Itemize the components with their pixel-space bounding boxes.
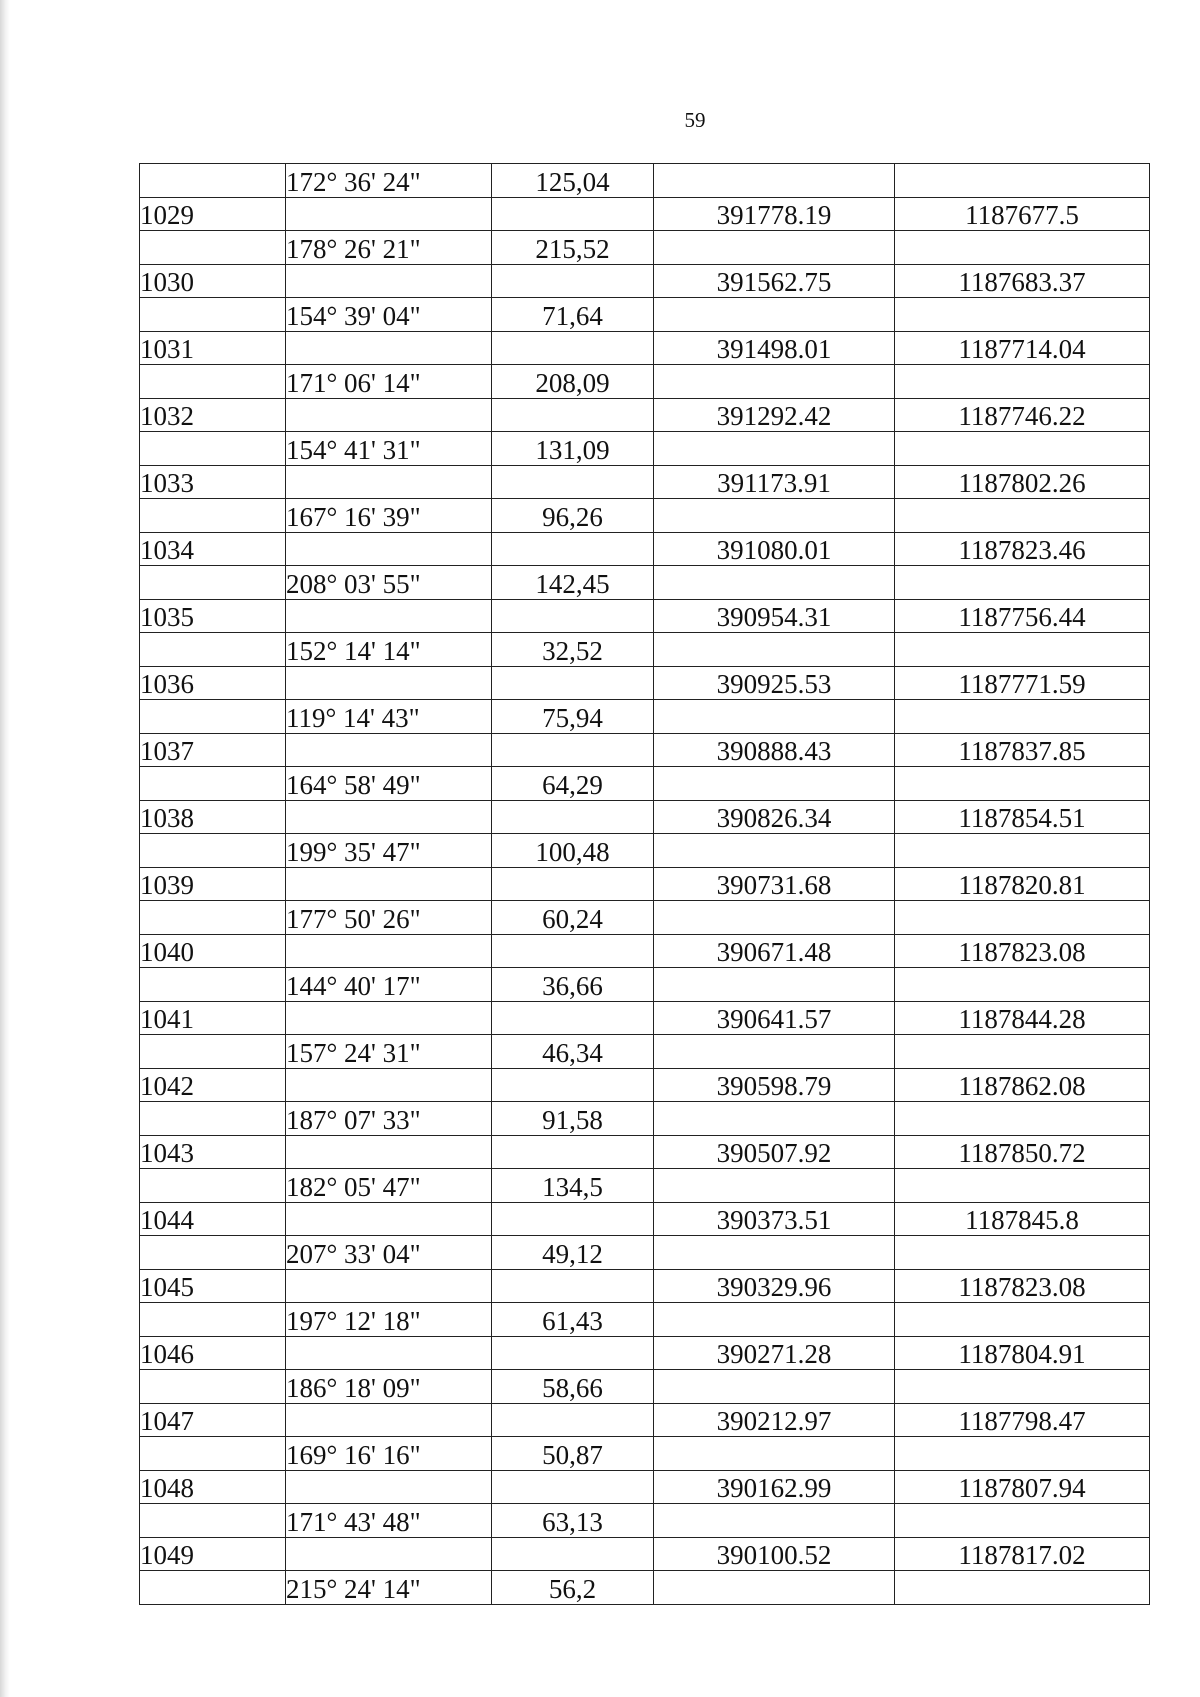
table-row [140, 1068, 1150, 1102]
distance-cell [492, 398, 654, 432]
point-number-cell: 1047 [140, 1403, 286, 1437]
table-row [140, 164, 1150, 198]
point-number-cell [140, 834, 286, 868]
point-number-cell: 1034 [140, 532, 286, 566]
bearing-cell [286, 331, 492, 365]
x-coordinate-cell: 390641.57 [654, 1001, 895, 1035]
table-row [140, 331, 1150, 365]
distance-cell [492, 1470, 654, 1504]
y-coordinate-cell: 1187807.94 [895, 1470, 1150, 1504]
bearing-cell: 187° 07' 33" [286, 1102, 492, 1136]
x-coordinate-cell [654, 231, 895, 265]
distance-cell: 96,26 [492, 499, 654, 533]
y-coordinate-cell: 1187823.46 [895, 532, 1150, 566]
bearing-cell: 171° 43' 48" [286, 1504, 492, 1538]
distance-cell: 32,52 [492, 633, 654, 667]
distance-cell [492, 465, 654, 499]
y-coordinate-cell: 1187850.72 [895, 1135, 1150, 1169]
point-number-cell [140, 1571, 286, 1605]
point-number-cell: 1029 [140, 197, 286, 231]
table-row [140, 197, 1150, 231]
distance-cell: 63,13 [492, 1504, 654, 1538]
y-coordinate-cell: 1187823.08 [895, 1269, 1150, 1303]
point-number-cell [140, 566, 286, 600]
x-coordinate-cell [654, 1370, 895, 1404]
point-number-cell: 1040 [140, 934, 286, 968]
point-number-cell [140, 365, 286, 399]
point-number-cell [140, 700, 286, 734]
table-row [140, 700, 1150, 734]
table-row [140, 1169, 1150, 1203]
point-number-cell: 1049 [140, 1537, 286, 1571]
distance-cell: 61,43 [492, 1303, 654, 1337]
x-coordinate-cell: 390954.31 [654, 599, 895, 633]
point-number-cell: 1041 [140, 1001, 286, 1035]
x-coordinate-cell: 390671.48 [654, 934, 895, 968]
x-coordinate-cell [654, 767, 895, 801]
point-number-cell [140, 1169, 286, 1203]
distance-cell: 46,34 [492, 1035, 654, 1069]
bearing-cell [286, 1537, 492, 1571]
x-coordinate-cell: 390925.53 [654, 666, 895, 700]
distance-cell [492, 1068, 654, 1102]
distance-cell: 208,09 [492, 365, 654, 399]
y-coordinate-cell [895, 1504, 1150, 1538]
distance-cell: 71,64 [492, 298, 654, 332]
distance-cell [492, 800, 654, 834]
y-coordinate-cell: 1187746.22 [895, 398, 1150, 432]
bearing-cell [286, 398, 492, 432]
y-coordinate-cell [895, 1236, 1150, 1270]
y-coordinate-cell [895, 164, 1150, 198]
point-number-cell: 1032 [140, 398, 286, 432]
y-coordinate-cell: 1187802.26 [895, 465, 1150, 499]
x-coordinate-cell: 390373.51 [654, 1202, 895, 1236]
point-number-cell: 1044 [140, 1202, 286, 1236]
table-row [140, 733, 1150, 767]
bearing-cell [286, 1135, 492, 1169]
point-number-cell [140, 1102, 286, 1136]
page-number: 59 [684, 108, 706, 132]
x-coordinate-cell [654, 1169, 895, 1203]
point-number-cell [140, 901, 286, 935]
distance-cell: 56,2 [492, 1571, 654, 1605]
bearing-cell [286, 934, 492, 968]
table-row [140, 465, 1150, 499]
table-row [140, 1537, 1150, 1571]
point-number-cell: 1036 [140, 666, 286, 700]
distance-cell [492, 1269, 654, 1303]
distance-cell [492, 264, 654, 298]
point-number-cell: 1038 [140, 800, 286, 834]
bearing-cell [286, 532, 492, 566]
bearing-cell [286, 465, 492, 499]
y-coordinate-cell [895, 1035, 1150, 1069]
bearing-cell: 182° 05' 47" [286, 1169, 492, 1203]
distance-cell [492, 666, 654, 700]
bearing-cell [286, 1001, 492, 1035]
distance-cell: 49,12 [492, 1236, 654, 1270]
point-number-cell [140, 1504, 286, 1538]
y-coordinate-cell [895, 834, 1150, 868]
bearing-cell [286, 1269, 492, 1303]
y-coordinate-cell: 1187817.02 [895, 1537, 1150, 1571]
table-row [140, 1403, 1150, 1437]
point-number-cell: 1046 [140, 1336, 286, 1370]
table-row [140, 1001, 1150, 1035]
bearing-cell [286, 264, 492, 298]
table-row [140, 566, 1150, 600]
bearing-cell [286, 1202, 492, 1236]
point-number-cell [140, 298, 286, 332]
y-coordinate-cell: 1187677.5 [895, 197, 1150, 231]
x-coordinate-cell: 390271.28 [654, 1336, 895, 1370]
bearing-cell: 186° 18' 09" [286, 1370, 492, 1404]
distance-cell [492, 867, 654, 901]
bearing-cell [286, 867, 492, 901]
point-number-cell: 1048 [140, 1470, 286, 1504]
table-row [140, 1470, 1150, 1504]
point-number-cell [140, 231, 286, 265]
x-coordinate-cell [654, 1236, 895, 1270]
y-coordinate-cell [895, 365, 1150, 399]
y-coordinate-cell [895, 1571, 1150, 1605]
table-row [140, 666, 1150, 700]
bearing-cell [286, 733, 492, 767]
table-body [140, 164, 1150, 1605]
table-row [140, 867, 1150, 901]
x-coordinate-cell [654, 365, 895, 399]
bearing-cell: 169° 16' 16" [286, 1437, 492, 1471]
x-coordinate-cell: 391562.75 [654, 264, 895, 298]
table-row [140, 1504, 1150, 1538]
bearing-cell: 178° 26' 21" [286, 231, 492, 265]
x-coordinate-cell [654, 901, 895, 935]
x-coordinate-cell: 390598.79 [654, 1068, 895, 1102]
point-number-cell [140, 1035, 286, 1069]
y-coordinate-cell [895, 231, 1150, 265]
point-number-cell [140, 633, 286, 667]
y-coordinate-cell [895, 499, 1150, 533]
point-number-cell: 1033 [140, 465, 286, 499]
x-coordinate-cell [654, 1504, 895, 1538]
distance-cell: 125,04 [492, 164, 654, 198]
scan-edge-shadow [0, 0, 10, 1697]
x-coordinate-cell: 390329.96 [654, 1269, 895, 1303]
x-coordinate-cell: 390731.68 [654, 867, 895, 901]
distance-cell [492, 1001, 654, 1035]
y-coordinate-cell: 1187756.44 [895, 599, 1150, 633]
table-row [140, 1303, 1150, 1337]
table-row [140, 1135, 1150, 1169]
distance-cell: 58,66 [492, 1370, 654, 1404]
point-number-cell [140, 767, 286, 801]
x-coordinate-cell: 390162.99 [654, 1470, 895, 1504]
y-coordinate-cell [895, 1303, 1150, 1337]
y-coordinate-cell [895, 1437, 1150, 1471]
table-row [140, 968, 1150, 1002]
table-row [140, 1102, 1150, 1136]
table-row [140, 599, 1150, 633]
table-row [140, 1370, 1150, 1404]
y-coordinate-cell [895, 432, 1150, 466]
distance-cell [492, 532, 654, 566]
x-coordinate-cell [654, 700, 895, 734]
table-row [140, 264, 1150, 298]
distance-cell: 64,29 [492, 767, 654, 801]
bearing-cell [286, 1068, 492, 1102]
y-coordinate-cell [895, 633, 1150, 667]
y-coordinate-cell: 1187820.81 [895, 867, 1150, 901]
bearing-cell [286, 800, 492, 834]
bearing-cell: 177° 50' 26" [286, 901, 492, 935]
x-coordinate-cell [654, 968, 895, 1002]
y-coordinate-cell [895, 700, 1150, 734]
table-row [140, 767, 1150, 801]
table-row [140, 398, 1150, 432]
table-row [140, 532, 1150, 566]
point-number-cell: 1035 [140, 599, 286, 633]
distance-cell [492, 1537, 654, 1571]
x-coordinate-cell [654, 834, 895, 868]
distance-cell [492, 1135, 654, 1169]
x-coordinate-cell [654, 1571, 895, 1605]
bearing-cell: 164° 58' 49" [286, 767, 492, 801]
x-coordinate-cell [654, 1303, 895, 1337]
x-coordinate-cell [654, 499, 895, 533]
bearing-cell: 119° 14' 43" [286, 700, 492, 734]
table-row [140, 1236, 1150, 1270]
bearing-cell [286, 666, 492, 700]
point-number-cell [140, 499, 286, 533]
distance-cell: 50,87 [492, 1437, 654, 1471]
y-coordinate-cell [895, 1102, 1150, 1136]
y-coordinate-cell: 1187683.37 [895, 264, 1150, 298]
y-coordinate-cell: 1187823.08 [895, 934, 1150, 968]
x-coordinate-cell [654, 1437, 895, 1471]
table-row [140, 800, 1150, 834]
bearing-cell: 152° 14' 14" [286, 633, 492, 667]
y-coordinate-cell: 1187854.51 [895, 800, 1150, 834]
x-coordinate-cell: 390507.92 [654, 1135, 895, 1169]
distance-cell: 91,58 [492, 1102, 654, 1136]
distance-cell [492, 934, 654, 968]
distance-cell: 100,48 [492, 834, 654, 868]
bearing-cell: 171° 06' 14" [286, 365, 492, 399]
bearing-cell: 157° 24' 31" [286, 1035, 492, 1069]
bearing-cell: 144° 40' 17" [286, 968, 492, 1002]
table-row [140, 432, 1150, 466]
point-number-cell: 1037 [140, 733, 286, 767]
point-number-cell: 1039 [140, 867, 286, 901]
bearing-cell: 197° 12' 18" [286, 1303, 492, 1337]
x-coordinate-cell: 391173.91 [654, 465, 895, 499]
x-coordinate-cell [654, 298, 895, 332]
bearing-cell [286, 197, 492, 231]
distance-cell [492, 1202, 654, 1236]
y-coordinate-cell [895, 968, 1150, 1002]
table-row [140, 1269, 1150, 1303]
distance-cell [492, 197, 654, 231]
point-number-cell [140, 1370, 286, 1404]
distance-cell: 36,66 [492, 968, 654, 1002]
bearing-cell [286, 1470, 492, 1504]
x-coordinate-cell [654, 1035, 895, 1069]
x-coordinate-cell [654, 432, 895, 466]
x-coordinate-cell: 390888.43 [654, 733, 895, 767]
y-coordinate-cell: 1187771.59 [895, 666, 1150, 700]
y-coordinate-cell [895, 1169, 1150, 1203]
x-coordinate-cell: 391498.01 [654, 331, 895, 365]
bearing-cell: 172° 36' 24" [286, 164, 492, 198]
x-coordinate-cell: 390826.34 [654, 800, 895, 834]
bearing-cell: 154° 39' 04" [286, 298, 492, 332]
point-number-cell [140, 1437, 286, 1471]
distance-cell: 215,52 [492, 231, 654, 265]
table-row [140, 499, 1150, 533]
point-number-cell [140, 1303, 286, 1337]
table-row [140, 298, 1150, 332]
point-number-cell: 1042 [140, 1068, 286, 1102]
bearing-cell [286, 599, 492, 633]
point-number-cell [140, 968, 286, 1002]
distance-cell: 134,5 [492, 1169, 654, 1203]
x-coordinate-cell [654, 633, 895, 667]
point-number-cell [140, 164, 286, 198]
distance-cell [492, 331, 654, 365]
bearing-cell: 215° 24' 14" [286, 1571, 492, 1605]
y-coordinate-cell [895, 767, 1150, 801]
point-number-cell: 1045 [140, 1269, 286, 1303]
table-row [140, 1035, 1150, 1069]
y-coordinate-cell: 1187845.8 [895, 1202, 1150, 1236]
bearing-cell: 199° 35' 47" [286, 834, 492, 868]
table-row [140, 1336, 1150, 1370]
y-coordinate-cell [895, 566, 1150, 600]
distance-cell [492, 733, 654, 767]
x-coordinate-cell: 390212.97 [654, 1403, 895, 1437]
table-row [140, 934, 1150, 968]
y-coordinate-cell: 1187714.04 [895, 331, 1150, 365]
point-number-cell [140, 432, 286, 466]
table-row [140, 231, 1150, 265]
y-coordinate-cell [895, 298, 1150, 332]
bearing-cell: 208° 03' 55" [286, 566, 492, 600]
y-coordinate-cell [895, 901, 1150, 935]
y-coordinate-cell: 1187837.85 [895, 733, 1150, 767]
x-coordinate-cell: 391778.19 [654, 197, 895, 231]
x-coordinate-cell [654, 566, 895, 600]
x-coordinate-cell: 390100.52 [654, 1537, 895, 1571]
y-coordinate-cell: 1187798.47 [895, 1403, 1150, 1437]
y-coordinate-cell: 1187862.08 [895, 1068, 1150, 1102]
table-row [140, 834, 1150, 868]
coordinates-table [139, 163, 1150, 1605]
y-coordinate-cell [895, 1370, 1150, 1404]
bearing-cell: 207° 33' 04" [286, 1236, 492, 1270]
distance-cell [492, 1336, 654, 1370]
distance-cell: 75,94 [492, 700, 654, 734]
distance-cell: 142,45 [492, 566, 654, 600]
bearing-cell: 154° 41' 31" [286, 432, 492, 466]
x-coordinate-cell: 391080.01 [654, 532, 895, 566]
bearing-cell: 167° 16' 39" [286, 499, 492, 533]
distance-cell [492, 599, 654, 633]
table-row [140, 1202, 1150, 1236]
y-coordinate-cell: 1187804.91 [895, 1336, 1150, 1370]
y-coordinate-cell: 1187844.28 [895, 1001, 1150, 1035]
table-row [140, 365, 1150, 399]
table-row [140, 1571, 1150, 1605]
point-number-cell [140, 1236, 286, 1270]
distance-cell: 131,09 [492, 432, 654, 466]
bearing-cell [286, 1336, 492, 1370]
point-number-cell: 1030 [140, 264, 286, 298]
x-coordinate-cell: 391292.42 [654, 398, 895, 432]
x-coordinate-cell [654, 1102, 895, 1136]
distance-cell [492, 1403, 654, 1437]
table-row [140, 901, 1150, 935]
table-row [140, 633, 1150, 667]
point-number-cell: 1031 [140, 331, 286, 365]
distance-cell: 60,24 [492, 901, 654, 935]
point-number-cell: 1043 [140, 1135, 286, 1169]
bearing-cell [286, 1403, 492, 1437]
table-row [140, 1437, 1150, 1471]
x-coordinate-cell [654, 164, 895, 198]
